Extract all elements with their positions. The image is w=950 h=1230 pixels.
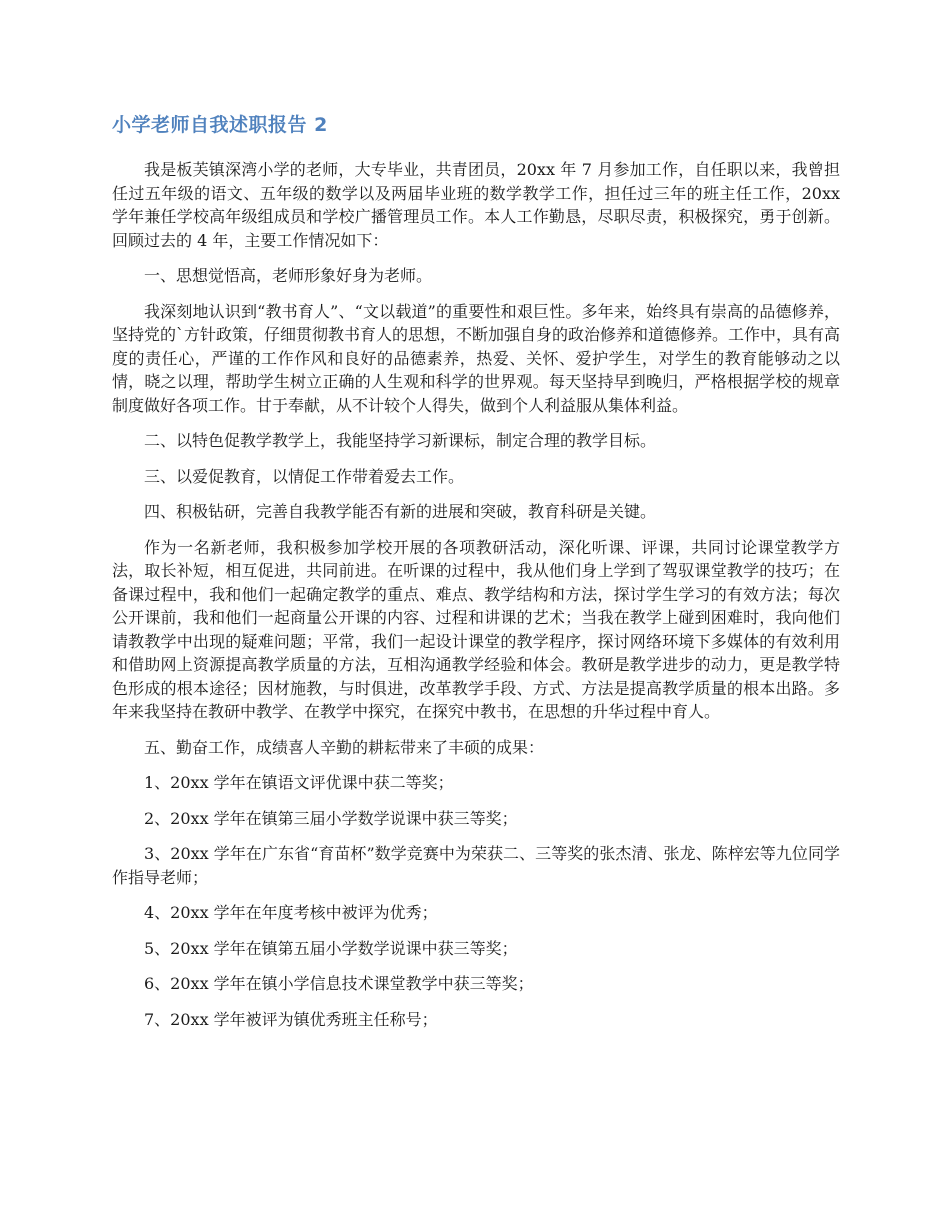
intro-paragraph: 我是板芙镇深湾小学的老师，大专毕业，共青团员，20xx 年 7 月参加工作，自任职以来，我曾担任过五年级的语文、五年级的数学以及两届毕业班的数学教学工作，担任过三年的班主任工作，20xx 学年兼任学校高年级组成员和学校广播管理员工作。本人工作勤恳，尽职尽责，积极探究，勇于创新。回顾过去的 4 年，主要工作情况如下： [112,160,840,250]
section-heading-3: 三、以爱促教育，以情促工作带着爱去工作。 [144,466,465,486]
section-heading-5: 五、勤奋工作，成绩喜人辛勤的耕耘带来了丰硕的成果： [144,737,545,757]
achievement-item: 5、20xx 学年在镇第五届小学数学说课中获三等奖； [144,938,518,958]
section-heading-4: 四、积极钻研，完善自我教学能否有新的进展和突破，教育科研是关键。 [144,502,657,521]
section-heading-2: 二、以特色促教学教学上，我能坚持学习新课标，制定合理的教学目标。 [144,431,657,450]
achievement-item: 1、20xx 学年在镇语文评优课中获二等奖； [144,773,454,792]
document-page [112,108,840,1043]
achievement-item: 3、20xx 学年在广东省“育苗杯”数学竞赛中为荣获二、三等奖的张杰清、张龙、陈梓宏等九位同学作指导老师； [112,844,840,887]
section-body-1: 我深刻地认识到“教书育人”、“文以载道”的重要性和艰巨性。多年来，始终具有崇高的品德修养，坚持党的`方针政策，仔细贯彻教书育人的思想，不断加强自身的政治修养和道德修养。工作中，具有高度的责任心，严谨的工作作风和良好的品德素养，热爱、关怀、爱护学生，对学生的教育能够动之以情，晓之以理，帮助学生树立正确的人生观和科学的世界观。每天坚持早到晚归，严格根据学校的规章制度做好各项工作。甘于奉献，从不计较个人得失，做到个人利益服从集体利益。 [112,301,841,415]
achievement-item: 6、20xx 学年在镇小学信息技术课堂教学中获三等奖； [144,974,534,993]
achievement-item: 4、20xx 学年在年度考核中被评为优秀； [144,903,438,922]
achievement-item: 7、20xx 学年被评为镇优秀班主任称号； [144,1009,438,1029]
document-title: 小学老师自我述职报告 2 [112,114,328,136]
achievement-item: 2、20xx 学年在镇第三届小学数学说课中获三等奖； [144,808,518,828]
section-heading-1: 一、思想觉悟高，老师形象好身为老师。 [144,266,433,285]
section-body-4: 作为一名新老师，我积极参加学校开展的各项教研活动，深化听课、评课，共同讨论课堂教学方法，取长补短，相互促进，共同前进。在听课的过程中，我从他们身上学到了驾驭课堂教学的技巧；在备课过程中，我和他们一起确定教学的重点、难点、教学结构和方法，探讨学生学习的有效方法；每次公开课前，我和他们一起商量公开课的内容、过程和讲课的艺术；当我在教学上碰到困难时，我向他们请教教学中出现的疑难问题；平常，我们一起设计课堂的教学程序，探讨网络环境下多媒体的有效利用和借助网上资源提高教学质量的方法，互相沟通教学经验和体会。教研是教学进步的动力，更是教学特色形成的根本途径；因材施教，与时俱进，改革教学手段、方式、方法是提高教学质量的根本出路。多年来我坚持在教研中教学、在教学中探究，在探究中教书，在思想的升华过程中育人。 [112,537,840,721]
